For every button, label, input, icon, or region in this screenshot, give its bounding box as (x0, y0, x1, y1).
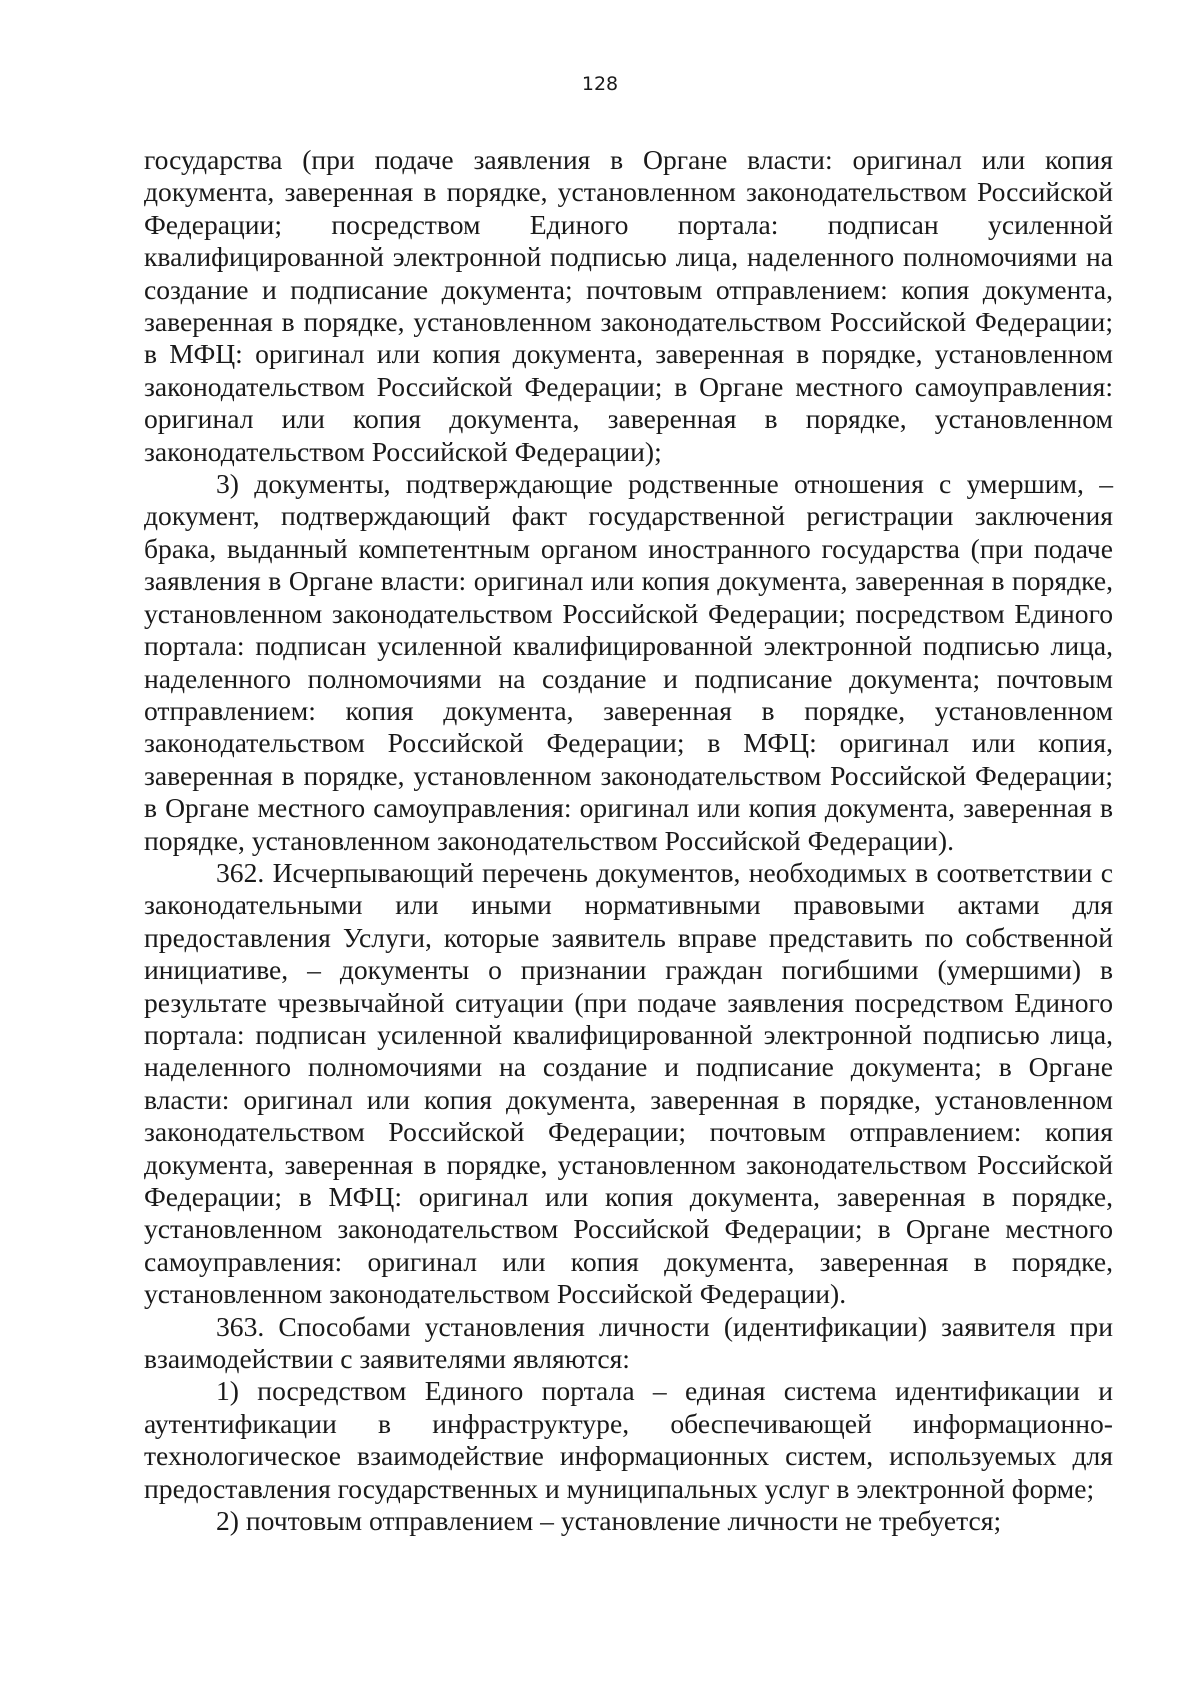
paragraph-362: 362. Исчерпывающий перечень документов, необходимых в соответствии с законодательными или иными нормативными правовыми актами для предоставления Услуги, которые заявитель вправе представить по собственной инициативе, – документы о признании граждан погибшими (умершими) в результате чрезвычайной ситуации (при подаче заявления посредством Единого портала: подписан усиленной квалифицированной электронной подписью лица, наделенного полномочиями на создание и подписание документа; в Органе власти: оригинал или копия документа, заверенная в порядке, установленном законодательством Российской Федерации; почтовым отправлением: копия документа, заверенная в порядке, установленном законодательством Российской Федерации; в МФЦ: оригинал или копия документа, заверенная в порядке, установленном законодательством Российской Федерации; в Органе местного самоуправления: оригинал или копия документа, заверенная в порядке, установленном законодательством Российской Федерации). (144, 856, 1113, 1310)
page-number: 128 (581, 73, 619, 95)
paragraph-item-3: 3) документы, подтверждающие родственные отношения с умершим, – документ, подтверждающий факт государственной регистрации заключения брака, выданный компетентным органом иностранного государства (при подаче заявления в Органе власти: оригинал или копия документа, заверенная в порядке, установленном законодательством Российской Федерации; посредством Единого портала: подписан усиленной квалифицированной электронной подписью лица, наделенного полномочиями на создание и подписание документа; почтовым отправлением: копия документа, заверенная в порядке, установленном законодательством Российской Федерации; в МФЦ: оригинал или копия, заверенная в порядке, установленном законодательством Российской Федерации; в Органе местного самоуправления: оригинал или копия документа, заверенная в порядке, установленном законодательством Российской Федерации). (144, 468, 1113, 856)
paragraph-363-item-1: 1) посредством Единого портала – единая система идентификации и аутентификации в инфраструктуре, обеспечивающей информационно-технологическое взаимодействие информационных систем, используемых для предоставления государственных и муниципальных услуг в электронной форме; (144, 1375, 1113, 1504)
paragraph-363-item-2: 2) почтовым отправлением – установление личности не требуется; (216, 1505, 1002, 1537)
document-body (144, 144, 1113, 1537)
paragraph-363: 363. Способами установления личности (идентификации) заявителя при взаимодействии с заявителями являются: (144, 1310, 1113, 1375)
paragraph-continuation: государства (при подаче заявления в Органе власти: оригинал или копия документа, заверенная в порядке, установленном законодательством Российской Федерации; посредством Единого портала: подписан усиленной квалифицированной электронной подписью лица, наделенного полномочиями на создание и подписание документа; почтовым отправлением: копия документа, заверенная в порядке, установленном законодательством Российской Федерации; в МФЦ: оригинал или копия документа, заверенная в порядке, установленном законодательством Российской Федерации; в Органе местного самоуправления: оригинал или копия документа, заверенная в порядке, установленном законодательством Российской Федерации); (144, 144, 1113, 467)
